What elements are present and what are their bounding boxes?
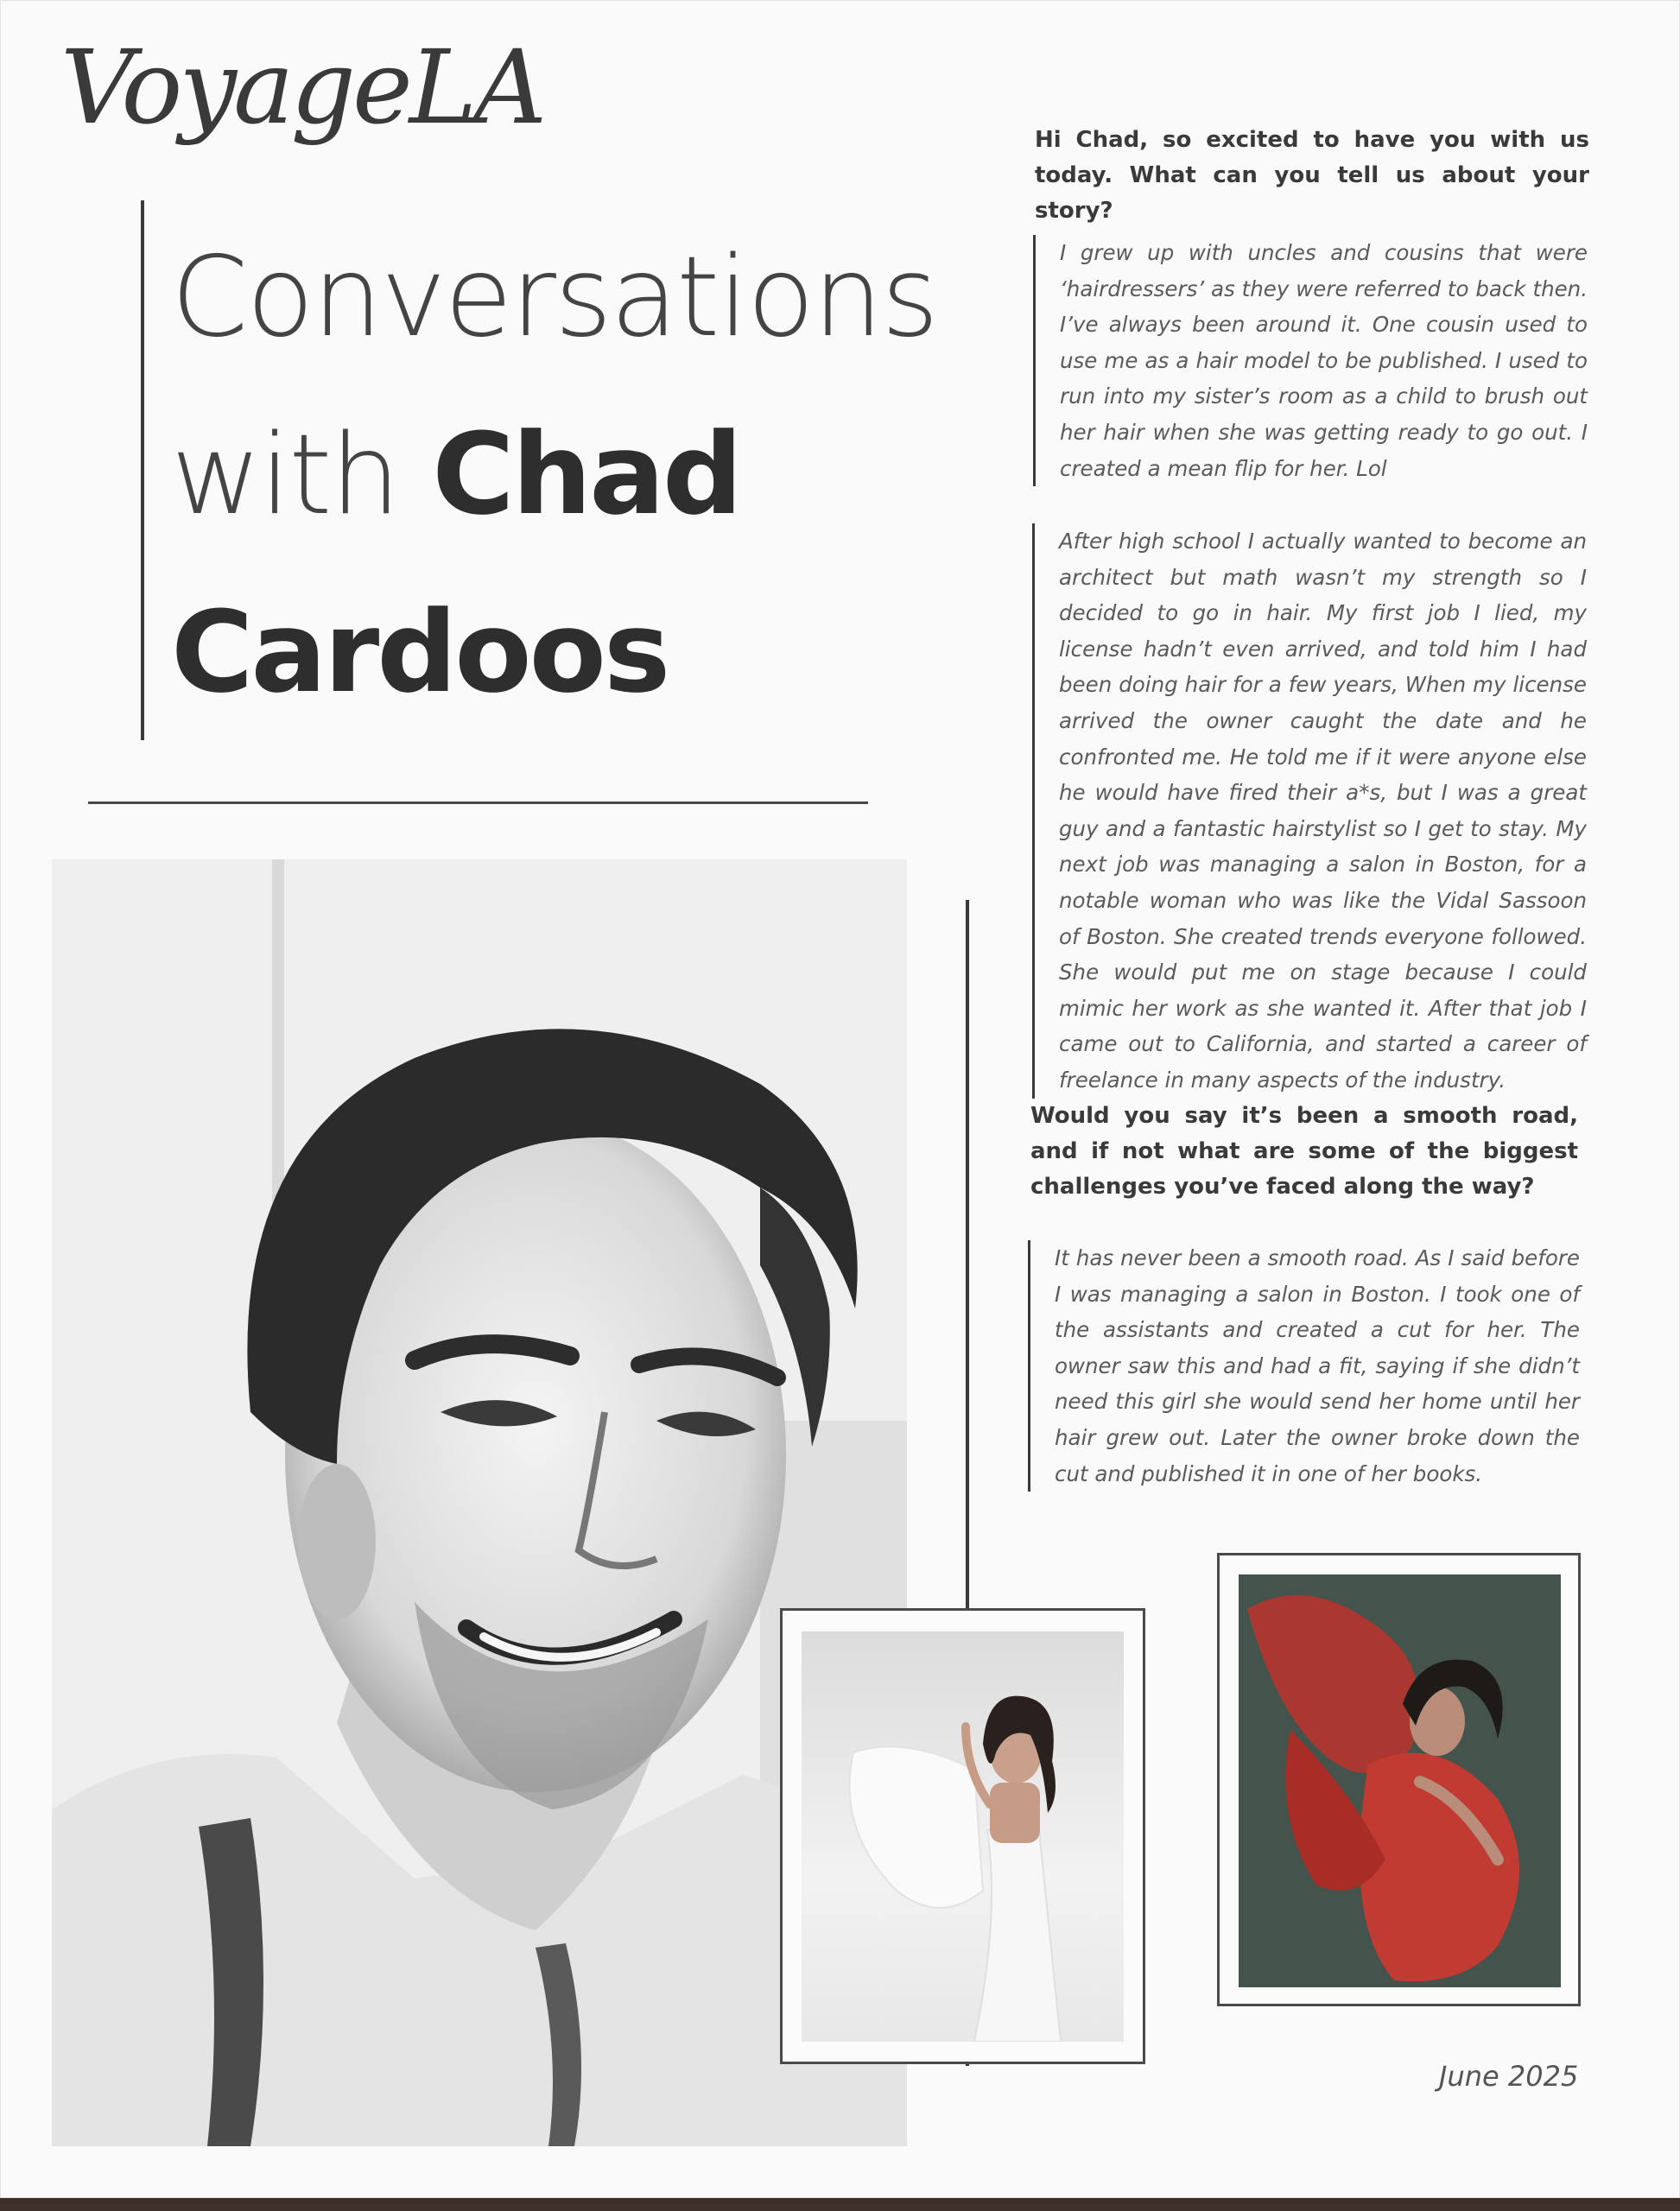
photo-red-dress xyxy=(1239,1574,1561,1987)
title-line-1: Conversations xyxy=(171,233,937,362)
white-dress-illustration xyxy=(802,1631,1124,2042)
red-dress-illustration xyxy=(1239,1574,1561,1987)
article-title xyxy=(171,209,937,741)
framed-photo-white-dress xyxy=(780,1608,1145,2064)
answer-1b: After high school I actually wanted to become an architect but math wasn’t my strength so I decided to go in hair. My first job I lied, my license hadn’t even arrived, and told him I had been doing hair for a few years, When my license arrived the owner caught the date and he confronted me. He told me if it were anyone else he would have fired their a*s, but I was a great guy and a fantastic hairstylist so I get to stay. My next job was managing a salon in Boston, for a notable woman who was like the Vidal Sassoon of Boston. She created trends everyone followed. She would put me on stage because I could mimic her work as she wanted it. After that job I came out to California, and started a career of freelance in many aspects of the industry. xyxy=(1032,523,1587,1099)
title-vertical-rule xyxy=(141,200,144,740)
answer-1a: I grew up with uncles and cousins that were ‘hairdressers’ as they were referred to back then. I’ve always been around it. One cousin used to use me as a hair model to be published. I used to run into my sister’s room as a child to brush out her hair when she was getting ready to go out. I created a mean flip for her. Lol xyxy=(1033,235,1588,486)
framed-photo-red-dress xyxy=(1217,1553,1581,2006)
masthead-logo: VoyageLA xyxy=(60,28,544,147)
title-horizontal-rule xyxy=(88,801,868,804)
question-2: Would you say it’s been a smooth road, and if not what are some of the biggest challenges you’ve faced along the way? xyxy=(1030,1103,1578,1200)
portrait-illustration xyxy=(52,859,907,2146)
portrait-photo xyxy=(52,859,907,2146)
answer-2a: It has never been a smooth road. As I said before I was managing a salon in Boston. I took one of the assistants and created a cut for her. The owner saw this and had a fit, saying if she didn’t need this girl she would send her home until her hair grew out. Later the owner broke down the cut and published it in one of her books. xyxy=(1028,1240,1580,1492)
question-1: Hi Chad, so excited to have you with us today. What can you tell us about your story? xyxy=(1035,127,1589,224)
title-last-name: Cardoos xyxy=(171,586,669,718)
issue-date: June 2025 xyxy=(1439,2060,1579,2093)
title-first-name: Chad xyxy=(432,409,740,540)
photo-white-dress xyxy=(802,1631,1124,2042)
title-line-2 xyxy=(171,386,937,564)
title-with: with xyxy=(171,411,399,540)
